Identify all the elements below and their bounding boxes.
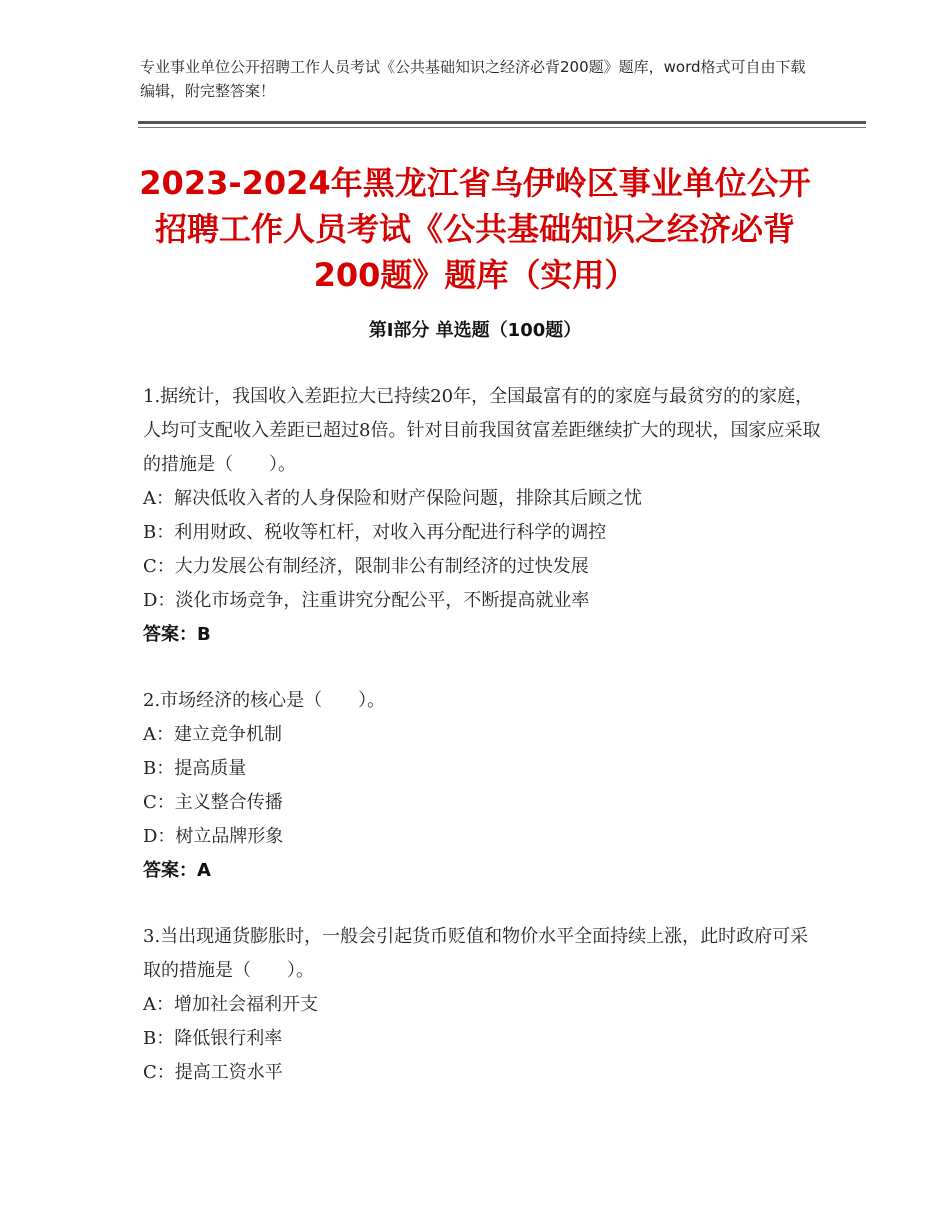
option-d: D：淡化市场竞争，注重讲究分配公平，不断提高就业率 bbox=[143, 590, 590, 611]
question-3 bbox=[143, 920, 823, 1090]
section-heading: 第Ⅰ部分 单选题（100题） bbox=[368, 320, 582, 341]
header-note: 专业事业单位公开招聘工作人员考试《公共基础知识之经济必背200题》题库，word格式可自由下载编辑，附完整答案！ bbox=[140, 58, 806, 100]
option-c: C：主义整合传播 bbox=[143, 792, 283, 813]
question-1 bbox=[143, 380, 823, 652]
answer: 答案：A bbox=[143, 860, 211, 881]
header-rule-thick bbox=[138, 121, 866, 124]
question-text: 3.当出现通货膨胀时，一般会引起货币贬值和物价水平全面持续上涨，此时政府可采取的措施是（ ）。 bbox=[143, 926, 809, 981]
option-c: C：大力发展公有制经济，限制非公有制经济的过快发展 bbox=[143, 556, 589, 577]
option-b: B：提高质量 bbox=[143, 758, 247, 779]
question-2 bbox=[143, 684, 823, 888]
option-a: A：建立竞争机制 bbox=[143, 724, 282, 745]
option-a: A：解决低收入者的人身保险和财产保险问题，排除其后顾之忧 bbox=[143, 488, 642, 509]
header-rule-thin bbox=[138, 127, 866, 128]
question-text: 1.据统计，我国收入差距拉大已持续20年，全国最富有的的家庭与最贫穷的的家庭，人均可支配收入差距已超过8倍。针对目前我国贫富差距继续扩大的现状，国家应采取的措施是（ ）。 bbox=[143, 386, 821, 475]
question-text: 2.市场经济的核心是（ ）。 bbox=[143, 690, 386, 711]
option-a: A：增加社会福利开支 bbox=[143, 994, 318, 1015]
option-c: C：提高工资水平 bbox=[143, 1062, 283, 1083]
question-list bbox=[143, 380, 823, 1122]
option-b: B：降低银行利率 bbox=[143, 1028, 283, 1049]
answer: 答案：B bbox=[143, 624, 211, 645]
option-b: B：利用财政、税收等杠杆，对收入再分配进行科学的调控 bbox=[143, 522, 607, 543]
document-title: 2023-2024年黑龙江省乌伊岭区事业单位公开招聘工作人员考试《公共基础知识之经济必背200题》题库（实用） bbox=[139, 164, 811, 294]
option-d: D：树立品牌形象 bbox=[143, 826, 284, 847]
